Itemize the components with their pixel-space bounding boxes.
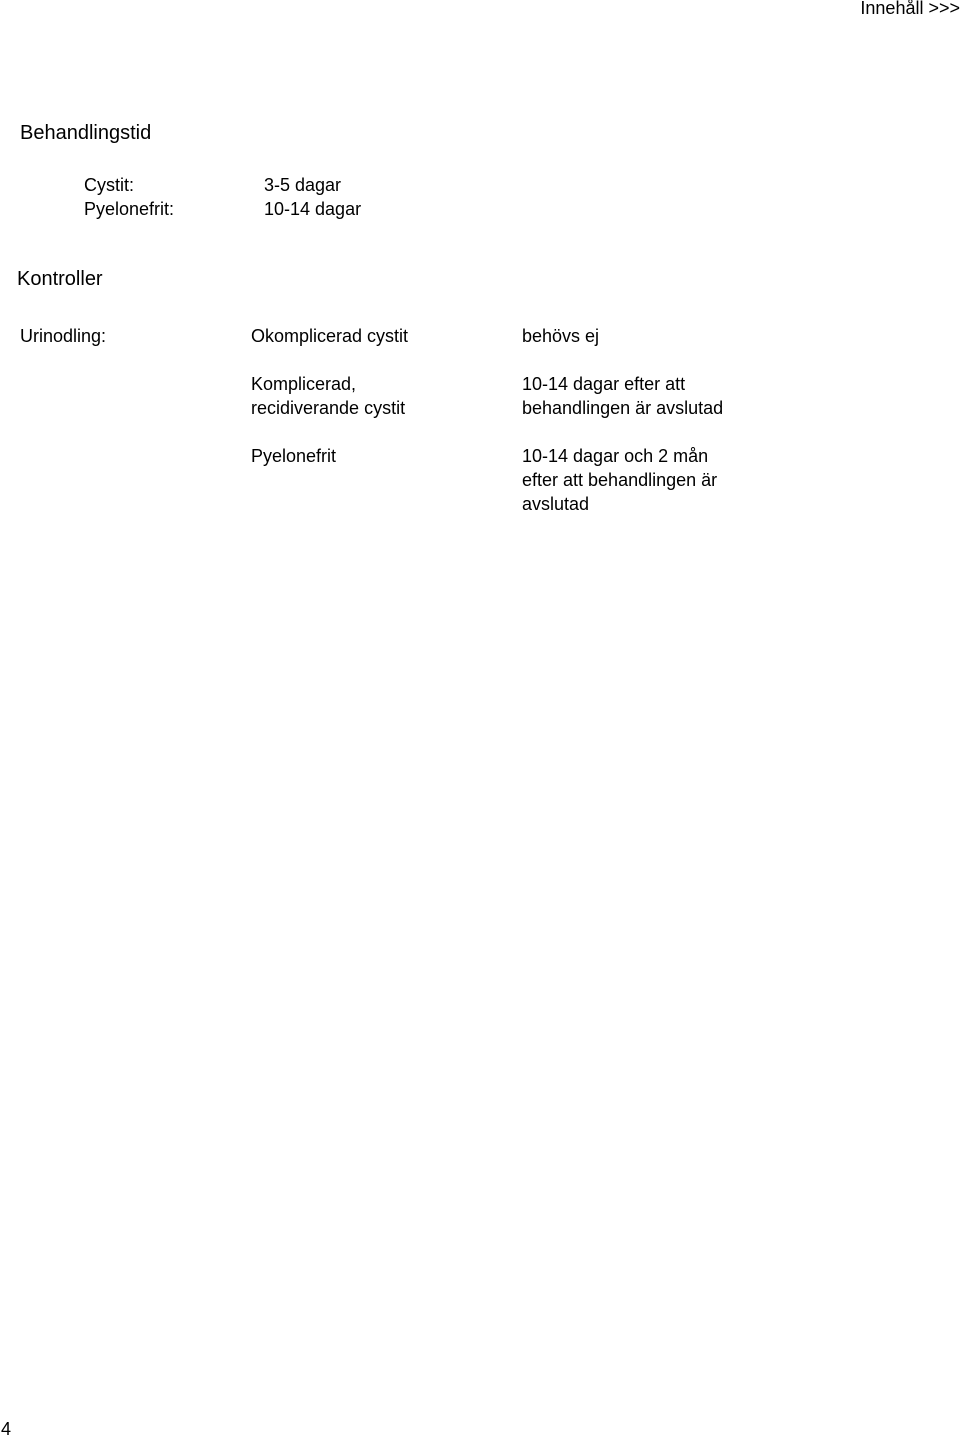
action-complicated-cystitis-line2: behandlingen är avslutad (522, 398, 724, 418)
condition-complicated-cystitis-line1: Komplicerad, (251, 374, 357, 394)
page-number: 4 (1, 1419, 12, 1439)
controls-heading: Kontroller (17, 268, 103, 290)
treatment-heading: Behandlingstid (20, 122, 152, 144)
action-pyelonephritis-line3: avslutad (522, 494, 590, 514)
treatment-value-cystit: 3-5 dagar (264, 175, 342, 195)
action-uncomplicated-cystitis: behövs ej (522, 326, 600, 346)
treatment-label-pyelonefrit: Pyelonefrit: (84, 199, 175, 219)
treatment-label-cystit: Cystit: (84, 175, 135, 195)
condition-uncomplicated-cystitis: Okomplicerad cystit (251, 326, 409, 346)
contents-link[interactable]: Innehåll >>> (860, 0, 960, 18)
action-complicated-cystitis-line1: 10-14 dagar efter att (522, 374, 686, 394)
treatment-value-pyelonefrit: 10-14 dagar (264, 199, 362, 219)
action-pyelonephritis-line2: efter att behandlingen är (522, 470, 718, 490)
urine-culture-label: Urinodling: (20, 326, 107, 346)
action-pyelonephritis-line1: 10-14 dagar och 2 mån (522, 446, 709, 466)
condition-pyelonephritis: Pyelonefrit (251, 446, 337, 466)
condition-complicated-cystitis-line2: recidiverande cystit (251, 398, 406, 418)
